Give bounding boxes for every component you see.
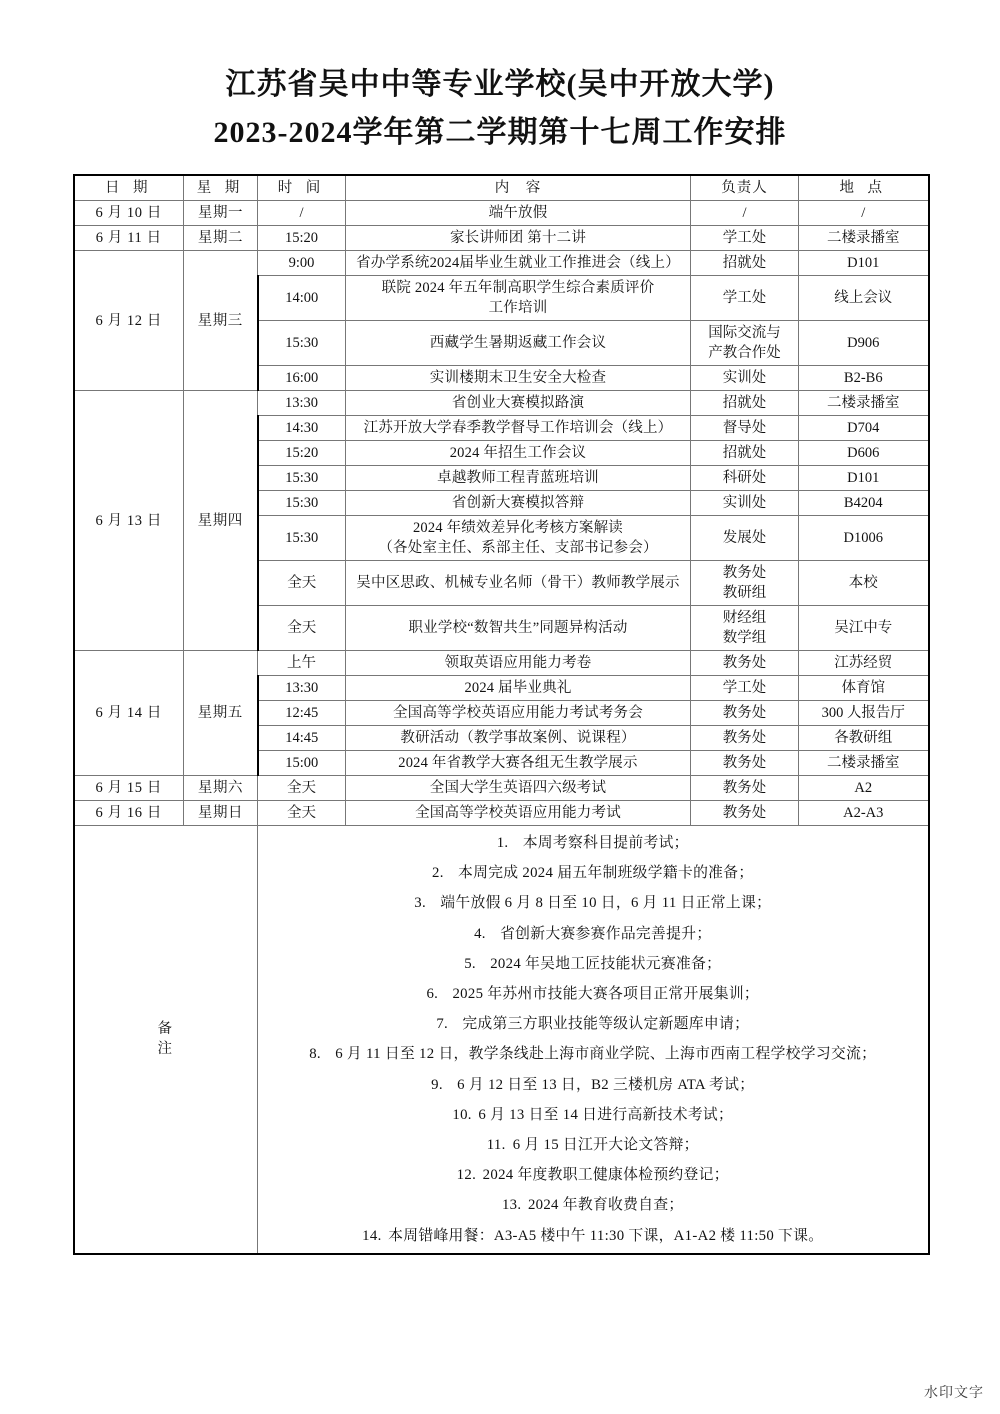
cell-content: 西藏学生暑期返藏工作会议 [346, 321, 691, 366]
note-item [261, 1100, 925, 1130]
cell-owner: 实训处 [691, 491, 799, 516]
cell-owner-line: 产教合作处 [708, 345, 781, 361]
cell-content: 2024 年省教学大赛各组无生教学展示 [346, 751, 691, 776]
cell-place: A2 [799, 776, 929, 801]
column-header-place: 地 点 [799, 175, 929, 201]
note-text: 2024 年吴地工匠技能状元赛准备； [490, 955, 722, 972]
note-text: 2025 年苏州市技能大赛各项目正常开展集训； [452, 986, 760, 1003]
column-header-weekday: 星 期 [184, 175, 258, 201]
cell-time: 全天 [258, 606, 346, 651]
note-item [261, 1009, 925, 1039]
schedule-period-title: 2023-2024学年第二学期第十七周工作安排 [213, 116, 787, 149]
cell-owner [691, 321, 799, 366]
cell-date: 6 月 13 日 [74, 391, 184, 651]
cell-time: 14:00 [258, 276, 346, 321]
cell-place: B4204 [799, 491, 929, 516]
note-number: 4. [474, 925, 486, 942]
cell-owner: 科研处 [691, 466, 799, 491]
document-title-block [0, 0, 1000, 158]
note-item [261, 1039, 925, 1069]
note-text: 本周完成 2024 届五年制班级学籍卡的准备； [458, 865, 754, 882]
note-text: 6 月 12 日至 13 日，B2 三楼机房 ATA 考试； [457, 1076, 755, 1093]
cell-place: 二楼录播室 [799, 751, 929, 776]
cell-place: / [799, 201, 929, 226]
cell-owner: 教务处 [691, 776, 799, 801]
cell-owner-line: 数学组 [722, 630, 767, 646]
cell-owner: 学工处 [691, 676, 799, 701]
note-item [261, 1070, 925, 1100]
note-text: 本周考察科目提前考试； [522, 835, 689, 851]
cell-date: 6 月 14 日 [74, 651, 184, 776]
note-text: 本周错峰用餐：A3-A5 楼中午 11:30 下课，A1-A2 楼 11:50 下课。 [388, 1227, 824, 1244]
table-row [74, 226, 929, 251]
note-item [261, 1160, 925, 1190]
cell-place: D606 [799, 441, 929, 466]
note-text: 6 月 15 日江开大论文答辩； [512, 1137, 699, 1154]
note-item [261, 828, 925, 858]
cell-weekday: 星期四 [184, 391, 258, 651]
note-number: 6. [426, 986, 439, 1003]
cell-date: 6 月 16 日 [74, 801, 184, 826]
note-number: 7. [436, 1016, 449, 1033]
cell-content: 端午放假 [346, 201, 691, 226]
cell-time: 上午 [258, 651, 346, 676]
cell-time: 16:00 [258, 366, 346, 391]
cell-time: 15:00 [258, 751, 346, 776]
cell-owner-line: 教研组 [722, 585, 767, 601]
cell-content: 省创业大赛模拟路演 [346, 391, 691, 416]
table-header [74, 175, 929, 201]
table-body [74, 201, 929, 826]
cell-time: 15:30 [258, 321, 346, 366]
cell-time: 15:30 [258, 516, 346, 561]
cell-content-line: 2024 年绩效差异化考核方案解读 [412, 520, 624, 536]
school-name-title: 江苏省吴中中等专业学校(吴中开放大学) [225, 68, 775, 101]
cell-owner: 发展处 [691, 516, 799, 561]
note-text: 完成第三方职业技能等级认定新题库申请； [462, 1016, 750, 1033]
cell-time: 14:45 [258, 726, 346, 751]
cell-place: 二楼录播室 [799, 226, 929, 251]
cell-weekday: 星期日 [184, 801, 258, 826]
weekly-schedule-table [73, 174, 930, 1255]
cell-content: 领取英语应用能力考卷 [346, 651, 691, 676]
cell-content-line: 联院 2024 年五年制高职学生综合素质评价 [381, 280, 655, 296]
cell-place: 线上会议 [799, 276, 929, 321]
note-text: 省创新大赛参赛作品完善提升； [500, 925, 712, 942]
column-header-time: 时 间 [258, 175, 346, 201]
cell-date: 6 月 10 日 [74, 201, 184, 226]
notes-list [261, 828, 925, 1251]
cell-time: / [258, 201, 346, 226]
cell-content: 卓越教师工程青蓝班培训 [346, 466, 691, 491]
table-row [74, 201, 929, 226]
cell-owner: 招就处 [691, 391, 799, 416]
cell-owner: / [691, 201, 799, 226]
note-number: 9. [431, 1076, 443, 1093]
cell-content: 职业学校“数智共生”同题异构活动 [346, 606, 691, 651]
cell-time: 15:20 [258, 226, 346, 251]
cell-content: 全国高等学校英语应用能力考试 [346, 801, 691, 826]
cell-time: 15:30 [258, 466, 346, 491]
cell-owner: 实训处 [691, 366, 799, 391]
cell-place: D906 [799, 321, 929, 366]
cell-owner: 督导处 [691, 416, 799, 441]
cell-weekday: 星期三 [184, 251, 258, 391]
cell-content: 全国大学生英语四六级考试 [346, 776, 691, 801]
cell-time: 15:30 [258, 491, 346, 516]
cell-content: 吴中区思政、机械专业名师（骨干）教师教学展示 [346, 561, 691, 606]
note-text: 6 月 11 日至 12 日，教学条线赴上海市商业学院、上海市西南工程学校学习交流； [335, 1046, 877, 1063]
cell-place: 江苏经贸 [799, 651, 929, 676]
table-row [74, 251, 929, 276]
column-header-owner: 负责人 [691, 175, 799, 201]
cell-weekday: 星期六 [184, 776, 258, 801]
cell-content-line: （各处室主任、系部主任、支部书记参会） [378, 540, 658, 556]
note-number: 12. [456, 1167, 477, 1184]
cell-place: A2-A3 [799, 801, 929, 826]
cell-content: 实训楼期末卫生安全大检查 [346, 366, 691, 391]
cell-owner: 教务处 [691, 751, 799, 776]
cell-content: 2024 届毕业典礼 [346, 676, 691, 701]
note-item [261, 888, 925, 918]
cell-content [346, 276, 691, 321]
cell-time: 9:00 [258, 251, 346, 276]
cell-weekday: 星期一 [184, 201, 258, 226]
note-item [261, 1130, 925, 1160]
schedule-table-wrapper [73, 174, 928, 1255]
column-header-content: 内 容 [346, 175, 691, 201]
cell-owner-line: 财经组 [722, 610, 767, 626]
cell-content: 省创新大赛模拟答辩 [346, 491, 691, 516]
note-number: 8. [309, 1046, 321, 1063]
note-item [261, 979, 925, 1009]
cell-content-line: 工作培训 [488, 300, 548, 316]
notes-label-char: 注 [157, 1041, 174, 1058]
cell-weekday: 星期二 [184, 226, 258, 251]
cell-time: 全天 [258, 776, 346, 801]
cell-content: 省办学系统2024届毕业生就业工作推进会（线上） [346, 251, 691, 276]
note-text: 端午放假 6 月 8 日至 10 日，6 月 11 日正常上课； [440, 895, 772, 912]
note-text: 2024 年教育收费自查； [527, 1197, 684, 1214]
watermark-text: 水印文字 [924, 1386, 984, 1401]
cell-place: D101 [799, 251, 929, 276]
cell-place: 300 人报告厅 [799, 701, 929, 726]
note-text: 6 月 13 日至 14 日进行高新技术考试； [478, 1106, 734, 1123]
notes-row [74, 826, 929, 1254]
cell-place: 本校 [799, 561, 929, 606]
note-number: 11. [486, 1137, 506, 1154]
note-text: 2024 年度教职工健康体检预约登记； [482, 1167, 729, 1184]
cell-content: 教研活动（教学事故案例、说课程） [346, 726, 691, 751]
cell-owner: 学工处 [691, 226, 799, 251]
note-number: 5. [464, 955, 476, 972]
cell-time: 全天 [258, 801, 346, 826]
table-row [74, 391, 929, 416]
cell-place: 吴江中专 [799, 606, 929, 651]
cell-date: 6 月 15 日 [74, 776, 184, 801]
cell-content: 全国高等学校英语应用能力考试考务会 [346, 701, 691, 726]
cell-place: B2-B6 [799, 366, 929, 391]
notes-body [258, 826, 929, 1254]
notes-label [74, 826, 258, 1254]
note-item [261, 858, 925, 888]
note-number: 2. [432, 865, 444, 882]
cell-owner [691, 561, 799, 606]
note-item [261, 919, 925, 949]
note-number: 14. [362, 1227, 382, 1244]
cell-weekday: 星期五 [184, 651, 258, 776]
cell-place: 二楼录播室 [799, 391, 929, 416]
cell-date: 6 月 11 日 [74, 226, 184, 251]
note-number: 10. [452, 1106, 472, 1123]
cell-owner [691, 606, 799, 651]
cell-place: 各教研组 [799, 726, 929, 751]
note-number: 1. [496, 835, 509, 851]
cell-time: 15:20 [258, 441, 346, 466]
cell-content: 江苏开放大学春季教学督导工作培训会（线上） [346, 416, 691, 441]
header-row [74, 175, 929, 201]
cell-owner: 招就处 [691, 251, 799, 276]
cell-owner: 学工处 [691, 276, 799, 321]
note-item [261, 1190, 925, 1220]
cell-owner-line: 教务处 [722, 565, 767, 581]
cell-place: D1006 [799, 516, 929, 561]
note-item [261, 1221, 925, 1251]
cell-time: 全天 [258, 561, 346, 606]
table-row [74, 801, 929, 826]
cell-place: 体育馆 [799, 676, 929, 701]
cell-owner: 教务处 [691, 701, 799, 726]
cell-time: 12:45 [258, 701, 346, 726]
cell-date: 6 月 12 日 [74, 251, 184, 391]
cell-time: 13:30 [258, 676, 346, 701]
cell-owner: 教务处 [691, 801, 799, 826]
cell-time: 14:30 [258, 416, 346, 441]
cell-owner: 招就处 [691, 441, 799, 466]
cell-content: 家长讲师团 第十二讲 [346, 226, 691, 251]
cell-content: 2024 年招生工作会议 [346, 441, 691, 466]
note-number: 3. [414, 895, 426, 912]
cell-owner: 教务处 [691, 726, 799, 751]
cell-owner-line: 国际交流与 [708, 325, 781, 341]
notes-label-char: 备 [157, 1021, 174, 1038]
table-footer-notes [74, 826, 929, 1254]
cell-content [346, 516, 691, 561]
cell-place: D101 [799, 466, 929, 491]
cell-owner: 教务处 [691, 651, 799, 676]
table-row [74, 651, 929, 676]
cell-time: 13:30 [258, 391, 346, 416]
column-header-date: 日 期 [74, 175, 184, 201]
cell-place: D704 [799, 416, 929, 441]
note-item [261, 949, 925, 979]
table-row [74, 776, 929, 801]
note-number: 13. [501, 1197, 522, 1214]
